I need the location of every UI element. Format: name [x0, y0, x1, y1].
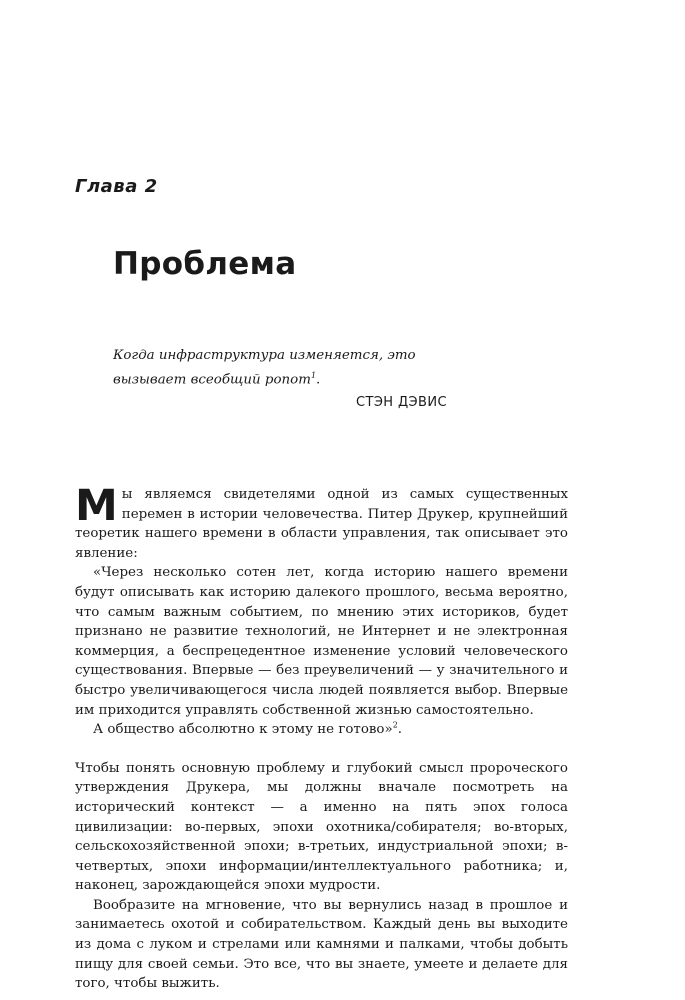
- drop-cap: М: [75, 481, 118, 531]
- epigraph: [113, 346, 453, 390]
- paragraph-2: «Через несколько сотен лет, когда историю нашего времени будут описывать как историю далекого прошлого, весьма вероятно, что самым важным событием, по мнению этих историков, будет признано не развитие технологий, не Интернет и не электронная коммерция, а беспрецедентное изменение условий человеческого существования. Впервые — без преувеличений — у значительного и быстро увеличивающегося числа людей появляется выбор. Впервые им приходится управлять собственной жизнью самостоятельно.: [75, 565, 568, 718]
- paragraph-3: [75, 720, 568, 740]
- paragraph-3-footnote-ref: 2: [392, 720, 398, 730]
- paragraph-3-end: .: [397, 722, 403, 738]
- paragraph-3-text: А общество абсолютно к этому не готово»: [93, 722, 393, 738]
- paragraph-4: Чтобы понять основную проблему и глубокий смысл пророческого утверждения Друкера, мы должны вначале посмотреть на исторический контекст — а именно на пять эпох голоса цивилизации: во-первых, эпохи охотника/собирателя; во-вторых, сельскохозяйственной эпохи; в-третьих, индустриальной эпохи; в-четвертых, эпохи информации/интеллектуального работника; и, наконец, зарождающейся эпохи мудрости.: [75, 760, 568, 894]
- chapter-label: Глава 2: [75, 176, 158, 197]
- epigraph-footnote-ref: 1: [310, 371, 317, 380]
- chapter-title: Проблема: [113, 246, 297, 282]
- epigraph-text: [113, 346, 453, 390]
- epigraph-quote: Когда инфраструктура изменяется, это вызывает всеобщий ропот: [113, 348, 416, 388]
- paragraph-5: Вообразите на мгновение, что вы вернулись назад в прошлое и занимаетесь охотой и собирательством. Каждый день вы выходите из дома с луком и стрелами или камнями и палками, чтобы добыть пищу для своей семьи. Это все, что вы знаете, умеете и делаете для того, чтобы выжить.: [75, 897, 568, 992]
- body-text: [75, 481, 568, 994]
- epigraph-author: СТЭН ДЭВИС: [356, 395, 447, 410]
- epigraph-end: .: [316, 372, 321, 388]
- paragraph-1: [75, 481, 568, 563]
- paragraph-1-text: ы являемся свидетелями одной из самых существенных перемен в истории человечества. Питер Друкер, крупнейший теоретик нашего времени в области управления, так описывает это явление:: [75, 487, 568, 561]
